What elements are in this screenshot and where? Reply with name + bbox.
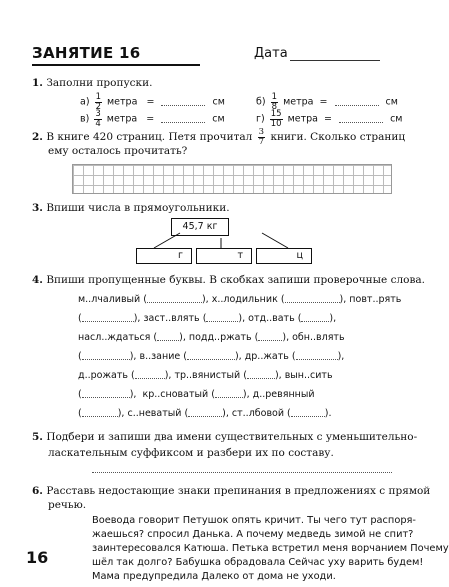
date-label: Дата <box>254 46 288 61</box>
q6-prompt <box>32 484 430 498</box>
page-number: 16 <box>26 548 49 567</box>
word: тр..вянистый <box>174 370 241 381</box>
item-label: г) <box>256 113 265 125</box>
word: м..лчаливый <box>78 294 141 305</box>
check-blank[interactable] <box>147 302 202 303</box>
check-blank[interactable] <box>135 378 165 379</box>
unit: см <box>212 113 225 125</box>
q5-number: 5. <box>32 431 43 443</box>
q5-text-1: Подбери и запиши два имени существительных с уменьшительно- <box>46 431 418 443</box>
item-label: а) <box>80 96 90 108</box>
q4-row-2: ( ), заст..влять ( ), отд..вать ( ), <box>78 313 337 324</box>
lesson-title: ЗАНЯТИЕ 16 <box>32 44 141 62</box>
q3-top-value: 45,7 кг <box>182 221 218 232</box>
q3-box-ts[interactable] <box>256 248 312 264</box>
fraction: $\frac{1}{8}$ <box>271 92 278 112</box>
check-blank[interactable] <box>258 340 282 341</box>
word: повт..рять <box>349 294 402 305</box>
q2-line2: ему осталось прочитать? <box>48 145 188 157</box>
equals: = <box>146 96 155 108</box>
q1-text: Заполни пропуски. <box>46 77 153 89</box>
q2-text-b: книги. Сколько страниц <box>270 131 406 143</box>
word: подд..ржать <box>188 332 252 343</box>
fraction: $\frac{15}{10}$ <box>270 109 282 129</box>
unit: см <box>390 113 403 125</box>
answer-grid[interactable] <box>72 164 392 194</box>
equals: = <box>324 113 333 125</box>
check-blank[interactable] <box>215 397 243 398</box>
q1-item-a <box>80 93 225 111</box>
word: насл..ждаться <box>78 332 151 343</box>
q5-line2: ласкательным суффиксом и разбери их по составу. <box>48 447 334 459</box>
text-line: Мама предупредила Далеко от дома не уходи. <box>92 571 336 582</box>
q1-prompt <box>32 76 152 90</box>
word: вын..сить <box>284 370 333 381</box>
word: в..зание <box>139 351 181 362</box>
check-blank[interactable] <box>82 359 130 360</box>
q1-number: 1. <box>32 77 43 89</box>
title-underline <box>32 64 200 66</box>
q4-text: Впиши пропущенные буквы. В скобках запиши проверочные слова. <box>46 274 425 286</box>
unit: см <box>385 96 398 108</box>
word: ст..лбовой <box>231 408 285 419</box>
answer-blank[interactable] <box>335 105 379 106</box>
unit: см <box>212 96 225 108</box>
word: кр..сноватый <box>142 389 209 400</box>
q3-box-t[interactable] <box>196 248 252 264</box>
check-blank[interactable] <box>82 397 130 398</box>
q1-item-v <box>80 110 225 128</box>
check-blank[interactable] <box>301 321 329 322</box>
check-blank[interactable] <box>188 416 222 417</box>
unit: метра <box>106 113 138 125</box>
equals: = <box>319 96 328 108</box>
check-blank[interactable] <box>82 321 134 322</box>
q4-number: 4. <box>32 274 43 286</box>
check-blank[interactable] <box>206 321 238 322</box>
equals: = <box>146 113 155 125</box>
q3-number: 3. <box>32 202 43 214</box>
unit: метра <box>283 96 314 108</box>
check-blank[interactable] <box>157 340 179 341</box>
box-unit: г <box>178 250 183 261</box>
answer-blank[interactable] <box>161 122 205 123</box>
word: д..рожать <box>78 370 128 381</box>
q6-number: 6. <box>32 485 43 497</box>
check-blank[interactable] <box>285 302 340 303</box>
fraction: $\frac{1}{2}$ <box>95 92 101 112</box>
text-line: шёл так долго? Бабушка обрадовала Сейчас уху варить будем! <box>92 557 424 568</box>
q4-row-3: насл..ждаться ( ), подд..ржать ( ), обн..влять <box>78 332 345 343</box>
check-blank[interactable] <box>187 359 235 360</box>
q3-top-box <box>171 218 229 236</box>
q4-row-7: ( ), с..неватый ( ), ст..лбовой ( ). <box>78 408 332 419</box>
word: с..неватый <box>127 408 182 419</box>
item-label: в) <box>80 113 90 125</box>
q4-row-1: м..лчаливый ( ), х..лодильник ( ), повт..рять <box>78 294 402 305</box>
answer-blank[interactable] <box>339 122 383 123</box>
q6-text-1: Расставь недостающие знаки препинания в предложениях с прямой <box>46 485 431 497</box>
q5-prompt <box>32 430 417 444</box>
item-label: б) <box>256 96 266 108</box>
q4-row-5: д..рожать ( ), тр..вянистый ( ), вын..сить <box>78 370 333 381</box>
text-line: Воевода говорит Петушок опять кричит. Ты чего тут распоря- <box>92 515 416 526</box>
fraction: $\frac{3}{4}$ <box>95 109 101 129</box>
unit: метра <box>107 96 138 108</box>
text-line: заинтересовался Катюша. Петька встретил меня ворчанием Почему <box>92 543 449 554</box>
text-line: жаешься? спросил Данька. А почему медведь зимой не спит? <box>92 529 414 540</box>
q6-text-block <box>92 514 449 584</box>
check-blank[interactable] <box>82 416 118 417</box>
q3-text: Впиши числа в прямоугольники. <box>46 202 230 214</box>
q4-row-4: ( ), в..зание ( ), др..жать ( ), <box>78 351 345 362</box>
word: отд..вать <box>248 313 295 324</box>
word: обн..влять <box>292 332 345 343</box>
word: д..ревянный <box>252 389 315 400</box>
word: др..жать <box>244 351 289 362</box>
q2-text-a: В книге 420 страниц. Петя прочитал <box>46 131 253 143</box>
q1-item-g <box>256 110 402 128</box>
check-blank[interactable] <box>291 416 325 417</box>
q3-box-g[interactable] <box>136 248 192 264</box>
q5-answer-line[interactable] <box>92 472 392 473</box>
check-blank[interactable] <box>247 378 275 379</box>
word: х..лодильник <box>211 294 278 305</box>
box-unit: ц <box>296 250 303 261</box>
answer-blank[interactable] <box>161 105 205 106</box>
word: заст..влять <box>143 313 200 324</box>
check-blank[interactable] <box>296 359 338 360</box>
q4-row-6: ( ), кр..сноватый ( ), д..ревянный <box>78 389 315 400</box>
unit: метра <box>287 113 318 125</box>
q2-number: 2. <box>32 131 43 143</box>
date-field[interactable] <box>290 60 380 61</box>
q4-prompt <box>32 273 425 287</box>
q2-fraction: $\frac{3}{7}$ <box>258 127 265 147</box>
q3-prompt <box>32 201 230 215</box>
box-unit: т <box>237 250 243 261</box>
q6-line2: речью. <box>48 499 87 511</box>
